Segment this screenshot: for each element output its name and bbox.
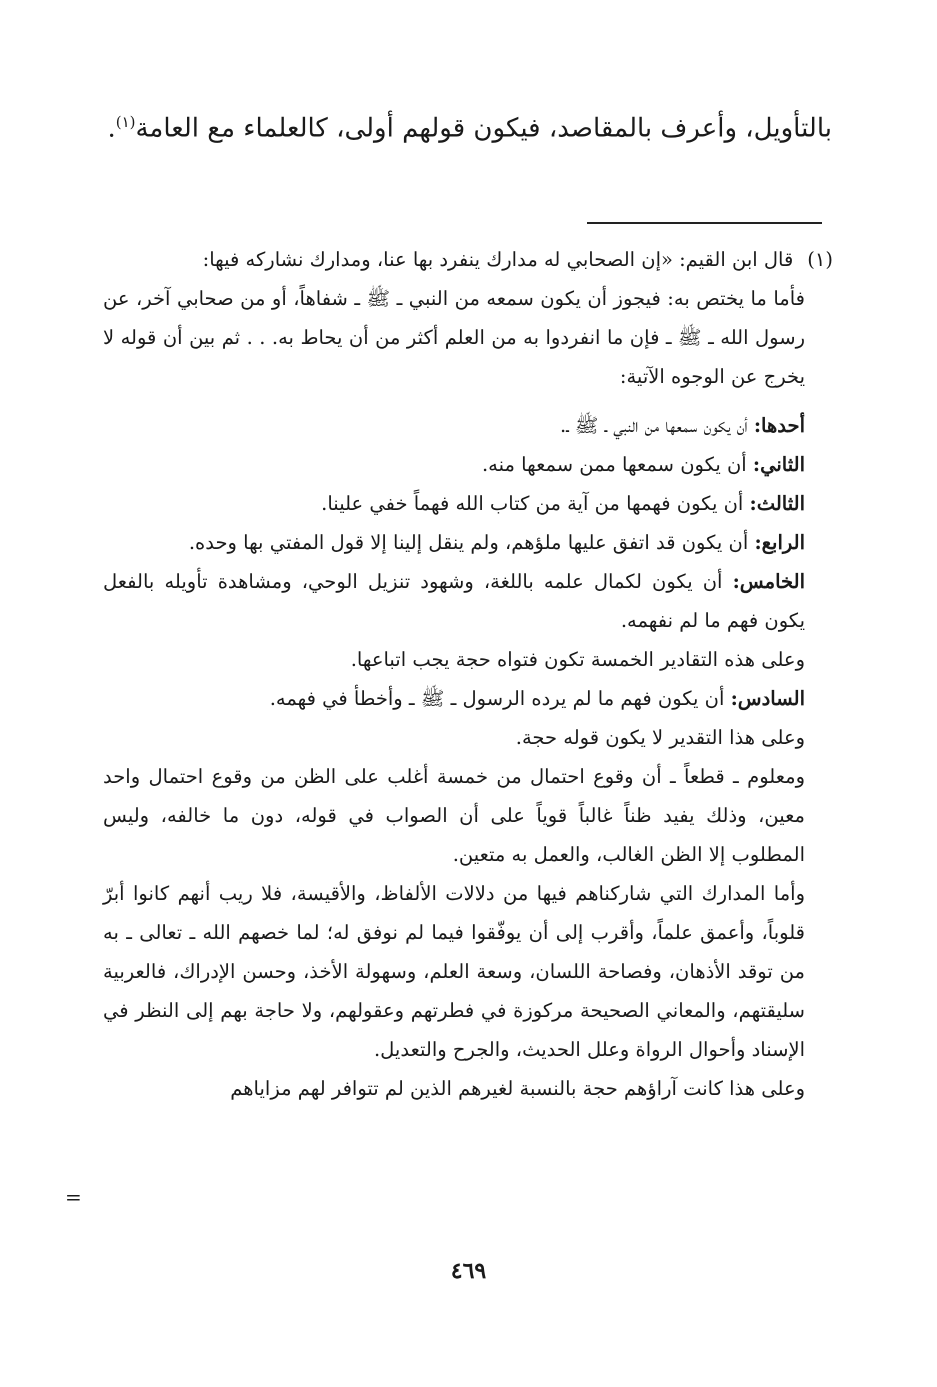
list-item: السادس: أن يكون فهم ما لم يرده الرسول ـ ﷺ ـ وأخطأ في فهمه.	[269, 687, 805, 710]
footnote-paragraph: وعلى هذه التقادير الخمسة تكون فتواه حجة يجب اتباعها.	[350, 648, 805, 671]
footnote-paragraph: وأما المدارك التي شاركناهم فيها من دلالات الألفاظ، والأقيسة، فلا ريب أنهم كانوا أبرّ قلوباً، وأعمق علماً، وأقرب إلى أن يوفّقوا فيما لم نوفق له؛ لما خصهم الله ـ تعالى ـ به من توقد الأذهان، وفصاحة اللسان، وسعة العلم، وسهولة الأخذ، وحسن الإدراك، فالعربية سليقتهم، والمعاني الصحيحة مركوزة في فطرتهم وعقولهم، ولا حاجة بهم إلى النظر في الإسناد وأحوال الرواة وعلل الحديث، والجرح والتعديل.	[103, 882, 805, 1061]
footnote-paragraph: ومعلوم ـ قطعاً ـ أن وقوع احتمال من خمسة أغلب على الظن من وقوع احتمال واحد معين، وذلك يفيد ظناً غالباً قوياً على أن الصواب في قوله، دون ما خالفه، وليس المطلوب إلا الظن الغالب، والعمل به متعين.	[103, 765, 805, 866]
footnote-block	[103, 240, 833, 1108]
footnote-intro: (١)قال ابن القيم: «إن الصحابي له مدارك ينفرد بها عنا، ومدارك نشاركه فيها:	[103, 240, 833, 279]
footnote-paragraph: وعلى هذا التقدير لا يكون قوله حجة.	[515, 726, 805, 749]
footnote-paragraph: وعلى هذا كانت آراؤهم حجة بالنسبة لغيرهم الذين لم تتوافر لهم مزاياهم	[230, 1077, 805, 1100]
list-item: أحدها: أن يكون سمعها من النبي ـ ﷺ ـ.	[560, 414, 805, 437]
footnote-separator	[587, 222, 822, 224]
list-item: الرابع: أن يكون قد اتفق عليها ملؤهم، ولم ينقل إلينا إلا قول المفتي بها وحده.	[188, 531, 805, 554]
list-item: الثاني: أن يكون سمعها ممن سمعها منه.	[481, 453, 805, 476]
continuation-mark: =	[65, 1185, 82, 1209]
list-item: الخامس: أن يكون لكمال علمه باللغة، وشهود تنزيل الوحي، ومشاهدة تأويله بالفعل يكون فهم ما لم نفهمه.	[103, 570, 806, 632]
footnote-paragraph: فأما ما يختص به: فيجوز أن يكون سمعه من النبي ـ ﷺ ـ شفاهاً، أو من صحابي آخر، عن رسول الله ـ ﷺ ـ فإن ما انفردوا به من العلم أكثر من أن يحاط به. . . ثم بين أن قوله لا يخرج عن الوجوه الآتية:	[103, 287, 805, 388]
footnote-reference[interactable]: (١)	[115, 113, 136, 131]
list-item: الثالث: أن يكون فهمها من آية من كتاب الله فهماً خفي علينا.	[321, 492, 805, 515]
page-number: ٤٦٩	[450, 1258, 487, 1284]
main-text: بالتأويل، وأعرف بالمقاصد، فيكون قولهم أولى، كالعلماء مع العامة$^{(١)}$.	[107, 113, 832, 144]
footnote-number: (١)	[807, 248, 833, 271]
